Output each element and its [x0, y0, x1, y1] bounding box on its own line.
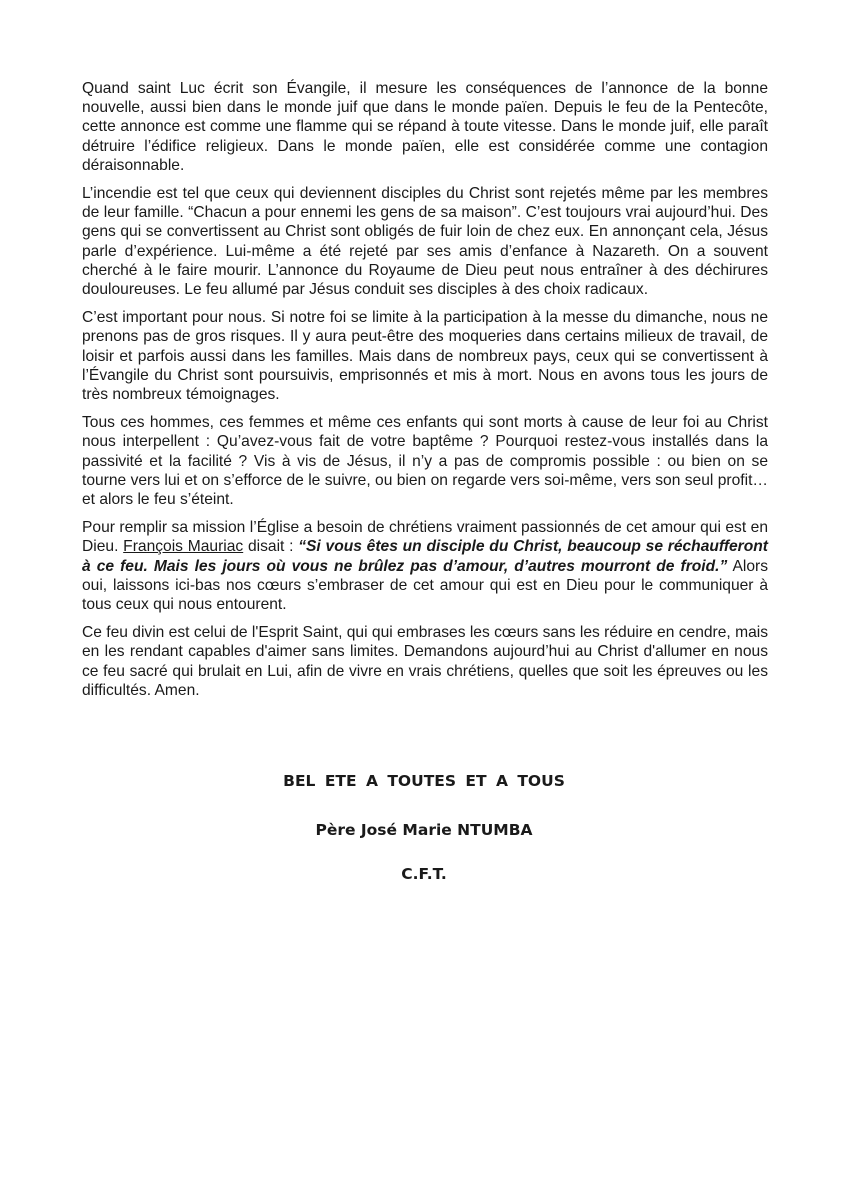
paragraph-3: C’est important pour nous. Si notre foi se limite à la participation à la messe du dimanche, nous ne prenons pas de gros risques. Il y aura peut-être des moqueries dans certains milieux de travail, de loisir et parfois aussi dans les familles. Mais dans de nombreux pays, ceux qui se convertissent à l’Évangile du Christ sont poursuivis, emprisonnés et mis à mort. Nous en avons tous les jours de très nombreux témoignages. — [82, 309, 768, 404]
homily-body — [82, 79, 768, 709]
paragraph-2: L’incendie est tel que ceux qui deviennent disciples du Christ sont rejetés même par les membres de leur famille. “Chacun a pour ennemi les gens de sa maison”. C’est toujours vrai aujourd’hui. Des gens qui se convertissent au Christ sont obligés de fuir loin de chez eux. En annonçant cela, Jésus parle d’expérience. Lui-même a été rejeté par ses amis d’enfance à Nazareth. On a souvent cherché à le faire mourir. L’annonce du Royaume de Dieu peut nous entraîner à des déchirures douloureuses. Le feu allumé par Jésus conduit ses disciples à des choix radicaux. — [82, 185, 768, 299]
paragraph-4: Tous ces hommes, ces femmes et même ces enfants qui sont morts à cause de leur foi au Christ nous interpellent : Qu’avez-vous fait de votre baptême ? Pourquoi restez-vous installés dans la passivité et la facilité ? Vis à vis de Jésus, il n’y a pas de compromis possible : ou bien on se tourne vers lui et on s’efforce de le suivre, ou bien on regarde vers soi-même, vers son seul profit… et alors le feu s’éteint. — [82, 414, 768, 509]
paragraph-5 — [82, 518, 768, 614]
paragraph-5-outro: Alors oui, laissons ici-bas nos cœurs s’embraser de cet amour qui est en Dieu pour le communiquer à tous ceux qui nous entourent. — [82, 557, 769, 614]
paragraph-5-said: disait : — [243, 538, 299, 556]
paragraph-6: Ce feu divin est celui de l'Esprit Saint, qui qui embrases les cœurs sans les réduire en cendre, mais en les rendant capables d'aimer sans limites. Demandons aujourd’hui au Christ d'allumer en nous ce feu sacré qui brulait en Lui, afin de vivre en vrais chrétiens, quelles que soit les épreuves ou les difficultés. Amen. — [82, 624, 768, 699]
organization: C.F.T. — [401, 865, 447, 883]
closing-greeting: BEL ETE A TOUTES ET A TOUS — [283, 772, 565, 790]
author-link[interactable]: François Mauriac — [123, 538, 244, 556]
paragraph-1: Quand saint Luc écrit son Évangile, il mesure les conséquences de l’annonce de la bonne nouvelle, aussi bien dans le monde juif que dans le monde païen. Depuis le feu de la Pentecôte, cette annonce est comme une flamme qui se répand à toute vitesse. Dans le monde juif, elle paraît détruire l’édifice religieux. Dans le monde païen, elle est considérée comme une contagion déraisonnable. — [82, 80, 768, 174]
paragraph-5-intro: Pour remplir sa mission l’Église a besoin de chrétiens vraiment passionnés de cet amour qui est en Dieu. — [82, 519, 768, 556]
mauriac-quote: “Si vous êtes un disciple du Christ, beaucoup se réchaufferont à ce feu. Mais les jours où vous ne brûlez pas d’amour, d’autres mourront de froid.” — [82, 538, 768, 575]
signature: Père José Marie NTUMBA — [315, 821, 533, 839]
